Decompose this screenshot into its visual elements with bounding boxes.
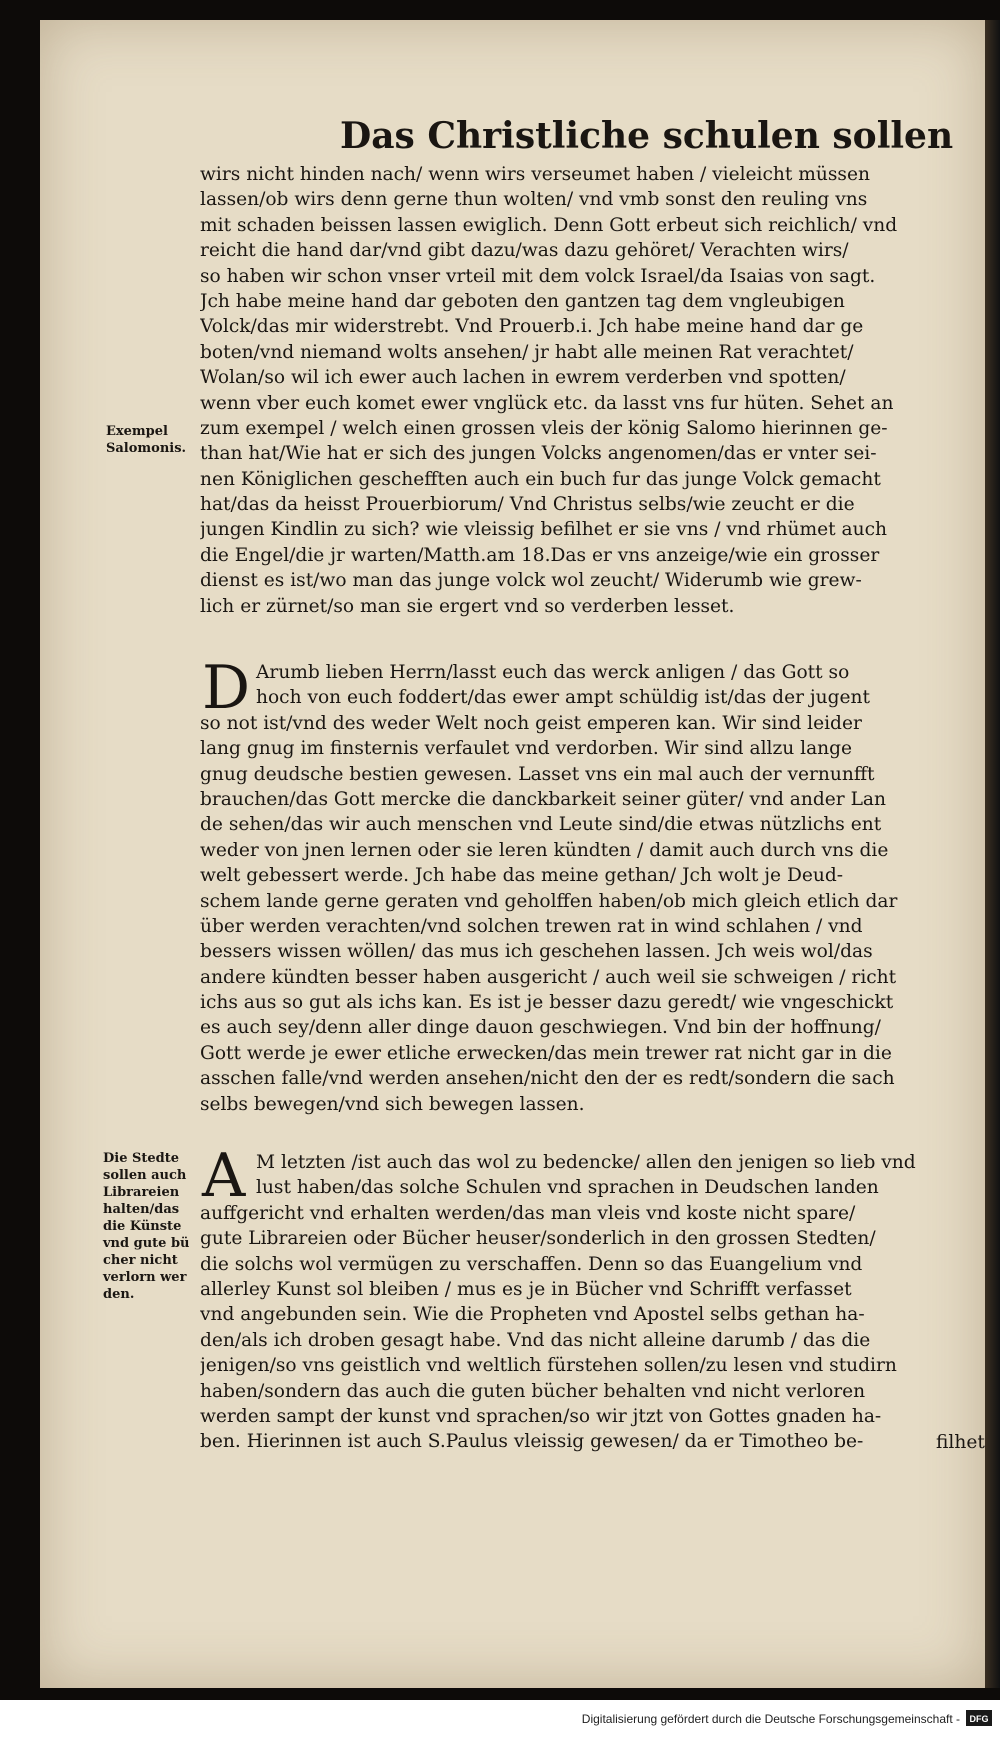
text-line: werden sampt der kunst vnd sprachen/so wir jtzt von Gottes gnaden ha- xyxy=(200,1405,882,1427)
text-line: nen Königlichen geschefften auch ein buch fur das junge Volck gemacht xyxy=(200,468,881,490)
book-edge xyxy=(985,20,1000,1688)
funding-notice: Digitalisierung gefördert durch die Deutsche Forschungsgemeinschaft - xyxy=(581,1712,960,1726)
note-line: Salomonis. xyxy=(106,441,187,456)
text-line: Volck/das mir widerstrebt. Vnd Prouerb.i. Jch habe meine hand dar ge xyxy=(200,316,864,338)
text-line: es auch sey/denn aller dinge dauon geschwiegen. Vnd bin der hoffnung/ xyxy=(200,1017,881,1039)
text-line: ichs aus so gut als ichs kan. Es ist je besser dazu geredt/ wie vngeschickt xyxy=(200,992,894,1014)
text-line: mit schaden beissen lassen ewiglich. Denn Gott erbeut sich reichlich/ vnd xyxy=(200,214,898,236)
footer-bar xyxy=(0,1700,1000,1738)
note-line: verlorn wer xyxy=(103,1270,187,1285)
text-line: wenn vber euch komet ewer vnglück etc. da lasst vns fur hüten. Sehet an xyxy=(200,392,894,414)
logo-text: DFG xyxy=(969,1714,989,1724)
text-line: andere kündten besser haben ausgericht / auch weil sie schweigen / richt xyxy=(200,966,897,988)
text-line: ben. Hierinnen ist auch S.Paulus vleissig gewesen/ da er Timotheo be- xyxy=(200,1431,864,1453)
dfg-logo-icon xyxy=(966,1710,992,1726)
drop-cap-initial: A xyxy=(202,1141,246,1211)
text-line: auffgericht vnd erhalten werden/das man vleis vnd koste nicht spare/ xyxy=(200,1202,856,1224)
text-line: den/als ich droben gesagt habe. Vnd das nicht alleine darumb / das die xyxy=(200,1329,871,1351)
note-line: die Künste xyxy=(103,1219,182,1234)
drop-cap-initial: D xyxy=(202,653,251,723)
text-line: lust haben/das solche Schulen vnd sprachen in Deudschen landen xyxy=(256,1177,879,1199)
text-line: asschen falle/vnd werden ansehen/nicht den der es redt/sondern die sach xyxy=(200,1068,895,1090)
catchword: filhet xyxy=(936,1432,985,1453)
text-line: de sehen/das wir auch menschen vnd Leute sind/die etwas nützlichs ent xyxy=(200,814,882,836)
text-line: than hat/Wie hat er sich des jungen Volcks angenomen/das er vnter sei- xyxy=(200,443,877,465)
text-line: selbs bewegen/vnd sich bewegen lassen. xyxy=(200,1093,585,1115)
text-line: lang gnug im finsternis verfaulet vnd verdorben. Wir sind allzu lange xyxy=(200,738,853,760)
text-line: allerley Kunst sol bleiben / mus es je in Bücher vnd Schrifft verfasset xyxy=(200,1278,852,1300)
text-line: hoch von euch foddert/das ewer ampt schüldig ist/das der jugent xyxy=(256,687,870,709)
paragraph-1 xyxy=(200,162,975,619)
text-line: bessers wissen wöllen/ das mus ich geschehen lassen. Jch weis wol/das xyxy=(200,941,873,963)
text-line: jungen Kindlin zu sich? wie vleissig befilhet er sie vns / vnd rhümet auch xyxy=(200,519,887,541)
text-line: brauchen/das Gott mercke die danckbarkeit seiner güter/ vnd ander Lan xyxy=(200,788,886,810)
text-line: weder von jnen lernen oder sie leren kündten / damit auch durch vns die xyxy=(200,839,889,861)
running-title: Das Christliche schulen sollen xyxy=(340,115,954,157)
text-line: die solchs wol vermügen zu verschaffen. Denn so das Euangelium vnd xyxy=(200,1253,863,1275)
note-line: halten/das xyxy=(103,1202,180,1217)
text-line: Arumb lieben Herrn/lasst euch das werck anligen / das Gott so xyxy=(256,662,850,683)
text-line: Wolan/so wil ich ewer auch lachen in ewrem verderben vnd spotten/ xyxy=(200,367,846,389)
note-line: Librareien xyxy=(103,1185,180,1200)
note-line: sollen auch xyxy=(103,1168,187,1183)
paragraph-3 xyxy=(200,1150,975,1455)
text-line: so not ist/vnd des weder Welt noch geist emperen kan. Wir sind leider xyxy=(200,712,862,734)
note-line: Exempel xyxy=(106,424,168,439)
note-line: vnd gute bü xyxy=(103,1236,190,1251)
text-line: gute Librareien oder Bücher heuser/sonderlich in den grossen Stedten/ xyxy=(200,1228,876,1250)
text-line: schem lande gerne geraten vnd geholffen haben/ob mich gleich etlich dar xyxy=(200,890,898,912)
note-line: den. xyxy=(103,1287,135,1302)
text-line: boten/vnd niemand wolts ansehen/ jr habt alle meinen Rat verachtet/ xyxy=(200,341,854,363)
text-line: Jch habe meine hand dar geboten den gantzen tag dem vngleubigen xyxy=(200,290,845,312)
text-line: vnd angebunden sein. Wie die Propheten vnd Apostel selbs gethan ha- xyxy=(200,1304,865,1326)
margin-note-exempel xyxy=(106,423,202,457)
text-line: welt gebessert werde. Jch habe das meine gethan/ Jch wolt je Deud- xyxy=(200,865,844,887)
note-line: Die Stedte xyxy=(103,1151,180,1166)
text-line: haben/sondern das auch die guten bücher behalten vnd nicht verloren xyxy=(200,1380,866,1402)
text-line: wirs nicht hinden nach/ wenn wirs verseumet haben / vieleicht müssen xyxy=(200,164,870,185)
text-line: jenigen/so vns geistlich vnd weltlich fürstehen sollen/zu lesen vnd studirn xyxy=(200,1355,897,1377)
text-line: dienst es ist/wo man das junge volck wol zeucht/ Widerumb wie grew- xyxy=(200,570,862,592)
text-line: hat/das da heisst Prouerbiorum/ Vnd Christus selbs/wie zeucht er die xyxy=(200,494,855,516)
note-line: cher nicht xyxy=(103,1253,178,1268)
text-line: über werden verachten/vnd solchen trewen rat in wind schlahen / vnd xyxy=(200,915,863,937)
text-line: zum exempel / welch einen grossen vleis der könig Salomo hierinnen ge- xyxy=(200,417,888,439)
margin-note-librareien xyxy=(103,1150,203,1303)
text-line: reicht die hand dar/vnd gibt dazu/was dazu gehöret/ Verachten wirs/ xyxy=(200,240,849,262)
text-line: so haben wir schon vnser vrteil mit dem volck Israel/da Isaias von sagt. xyxy=(200,265,876,287)
text-line: lassen/ob wirs denn gerne thun wolten/ vnd vmb sonst den reuling vns xyxy=(200,189,868,211)
text-line: die Engel/die jr warten/Matth.am 18.Das er vns anzeige/wie ein grosser xyxy=(200,544,880,566)
text-line: M letzten /ist auch das wol zu bedencke/ allen den jenigen so lieb vnd xyxy=(256,1152,916,1173)
paragraph-2 xyxy=(200,653,975,1117)
text-line: gnug deudsche bestien gewesen. Lasset vns ein mal auch der vernunfft xyxy=(200,763,875,785)
text-line: lich er zürnet/so man sie ergert vnd so verderben lesset. xyxy=(200,595,735,617)
text-line: Gott werde je ewer etliche erwecken/das mein trewer rat nicht gar in die xyxy=(200,1042,892,1064)
